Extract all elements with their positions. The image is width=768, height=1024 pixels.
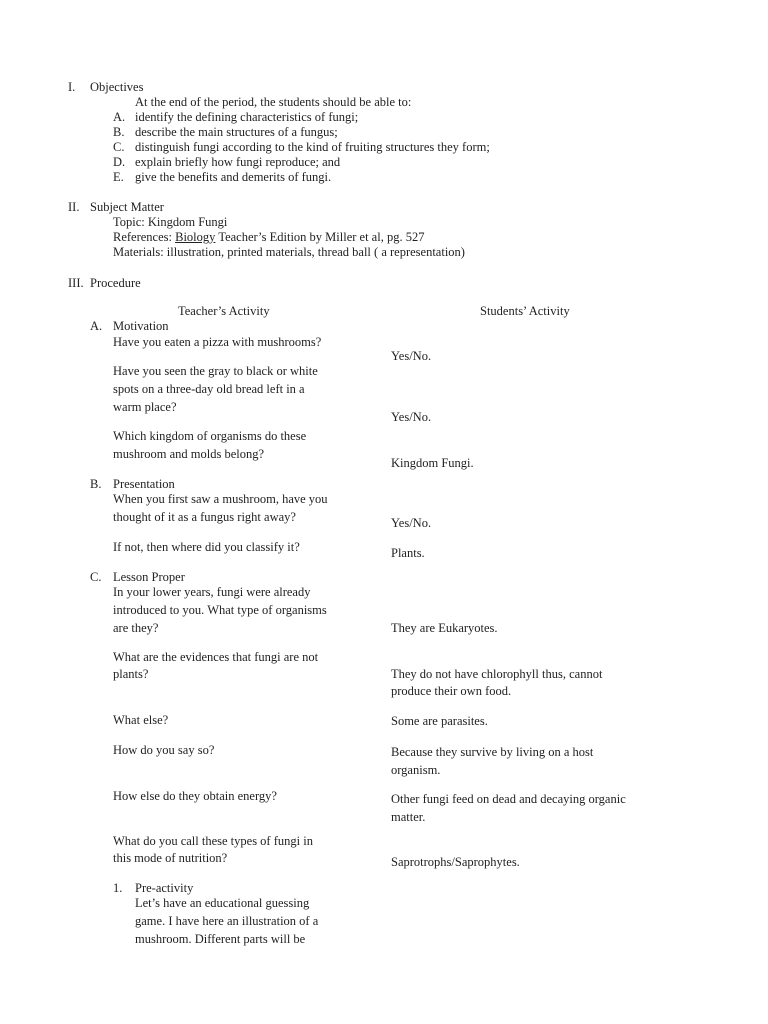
subsection-title: Presentation [113,477,175,491]
teacher-line: In your lower years, fungi were already [113,585,311,599]
teacher-line: warm place? [113,400,177,414]
column-header-students: Students’ Activity [480,304,570,318]
subsection-title: Motivation [113,319,169,333]
teacher-line: When you first saw a mushroom, have you [113,492,328,506]
list-letter: C. [113,140,125,154]
section-numeral: II. [68,200,80,214]
list-item: explain briefly how fungi reproduce; and [135,155,341,169]
subsection-title: Lesson Proper [113,570,185,584]
list-item: identify the defining characteristics of fungi; [135,110,359,124]
student-line: organism. [391,763,441,777]
references-prefix: References: [113,230,176,244]
list-letter: D. [113,155,126,169]
teacher-line: What do you call these types of fungi in [113,834,313,848]
section-heading: Subject Matter [90,200,164,214]
section-numeral: I. [68,80,76,94]
teacher-line: spots on a three-day old bread left in a [113,382,305,396]
list-number: 1. [113,881,123,895]
list-letter: A. [113,110,126,124]
teacher-line: Which kingdom of organisms do these [113,429,307,443]
student-line: Saprotrophs/Saprophytes. [391,855,520,869]
student-line: Yes/No. [391,410,432,424]
teacher-line: How do you say so? [113,743,215,757]
teacher-line: If not, then where did you classify it? [113,540,300,554]
subsection-letter: A. [90,319,103,333]
student-line: matter. [391,810,426,824]
teacher-line: Let’s have an educational guessing [135,896,310,910]
list-letter: B. [113,125,125,139]
student-line: Plants. [391,546,425,560]
references-suffix: Teacher’s Edition by Miller et al, pg. 527 [215,230,425,244]
teacher-line: What else? [113,713,169,727]
student-line: Yes/No. [391,349,432,363]
teacher-line: are they? [113,621,159,635]
student-line: They do not have chlorophyll thus, cannot [391,667,603,681]
teacher-line: plants? [113,667,149,681]
column-header-teacher: Teacher’s Activity [178,304,270,318]
teacher-line: thought of it as a fungus right away? [113,510,296,524]
student-line: Yes/No. [391,516,432,530]
student-line: Because they survive by living on a host [391,745,594,759]
list-letter: E. [113,170,124,184]
teacher-line: mushroom and molds belong? [113,447,265,461]
list-item: distinguish fungi according to the kind of fruiting structures they form; [135,140,490,154]
teacher-line: Have you seen the gray to black or white [113,364,318,378]
references-line [113,229,424,245]
topic-line: Topic: Kingdom Fungi [113,215,228,229]
teacher-line: introduced to you. What type of organisms [113,603,327,617]
student-line: They are Eukaryotes. [391,621,498,635]
student-line: Kingdom Fungi. [391,456,474,470]
teacher-line: this mode of nutrition? [113,851,228,865]
subsection-letter: C. [90,570,102,584]
teacher-line: What are the evidences that fungi are not [113,650,319,664]
teacher-line: game. I have here an illustration of a [135,914,319,928]
section-heading: Procedure [90,276,141,290]
teacher-line: How else do they obtain energy? [113,789,277,803]
student-line: Other fungi feed on dead and decaying organic [391,792,626,806]
student-line: Some are parasites. [391,714,488,728]
subsection-letter: B. [90,477,102,491]
section-heading: Objectives [90,80,144,94]
teacher-line: mushroom. Different parts will be [135,932,306,946]
materials-line: Materials: illustration, printed materials, thread ball ( a representation) [113,245,465,259]
list-item: describe the main structures of a fungus; [135,125,338,139]
list-item: give the benefits and demerits of fungi. [135,170,332,184]
objectives-intro: At the end of the period, the students should be able to: [135,95,412,109]
section-numeral: III. [68,276,84,290]
subsection-title: Pre-activity [135,881,194,895]
student-line: produce their own food. [391,684,512,698]
references-book-title: Biology [175,230,216,244]
teacher-line: Have you eaten a pizza with mushrooms? [113,335,322,349]
